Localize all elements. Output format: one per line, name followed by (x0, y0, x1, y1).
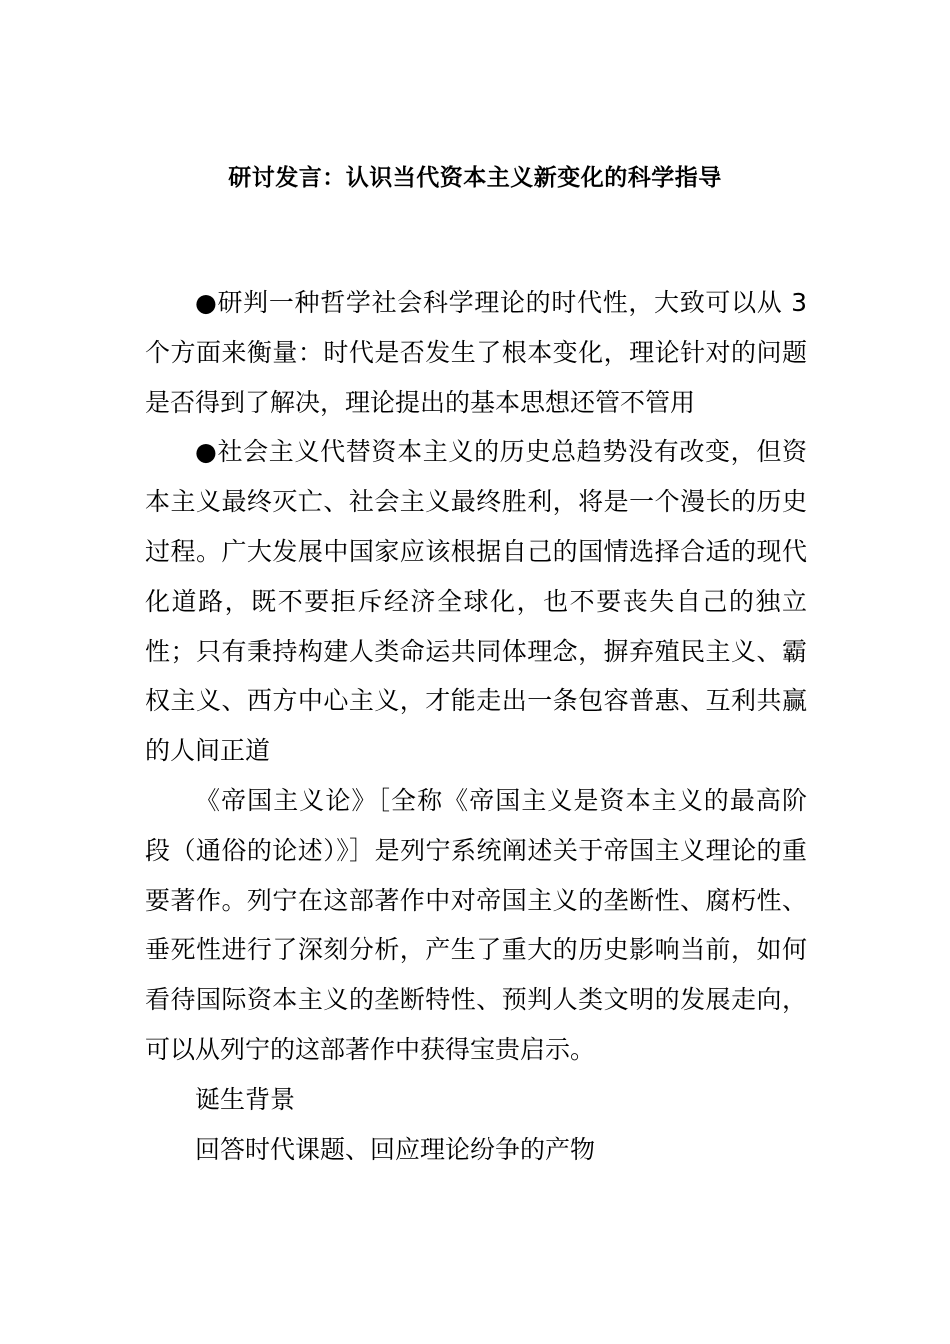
subheading-era-product: 回答时代课题、回应理论纷争的产物 (195, 1134, 596, 1164)
document-title: 研讨发言：认识当代资本主义新变化的科学指导 (228, 165, 722, 191)
paragraph-historical-trend: ●社会主义代替资本主义的历史总趋势没有改变，但资本主义最终灭亡、社会主义最终胜利，将是一个漫长的历史过程。广大发展中国家应该根据自己的国情选择合适的现代化道路，既不要拒斥经济全球化，也不要丧失自己的独立性；只有秉持构建人类命运共同体理念，摒弃殖民主义、霸权主义、西方中心主义，才能走出一条包容普惠、互利共赢的人间正道 (145, 437, 807, 766)
section-heading-background: 诞生背景 (195, 1084, 296, 1114)
paragraph-imperialism-book: 《帝国主义论》［全称《帝国主义是资本主义的最高阶段（通俗的论述）》］是列宁系统阐述关于帝国主义理论的重要著作。列宁在这部著作中对帝国主义的垄断性、腐朽性、垂死性进行了深刻分析，产生了重大的历史影响当前，如何看待国际资本主义的垄断特性、预判人类文明的发展走向，可以从列宁的这部著作中获得宝贵启示。 (145, 785, 807, 1064)
paragraph-timeliness: ●研判一种哲学社会科学理论的时代性，大致可以从 3 个方面来衡量：时代是否发生了根本变化，理论针对的问题是否得到了解决，理论提出的基本思想还管不管用 (145, 288, 807, 417)
document-body (145, 278, 807, 1174)
